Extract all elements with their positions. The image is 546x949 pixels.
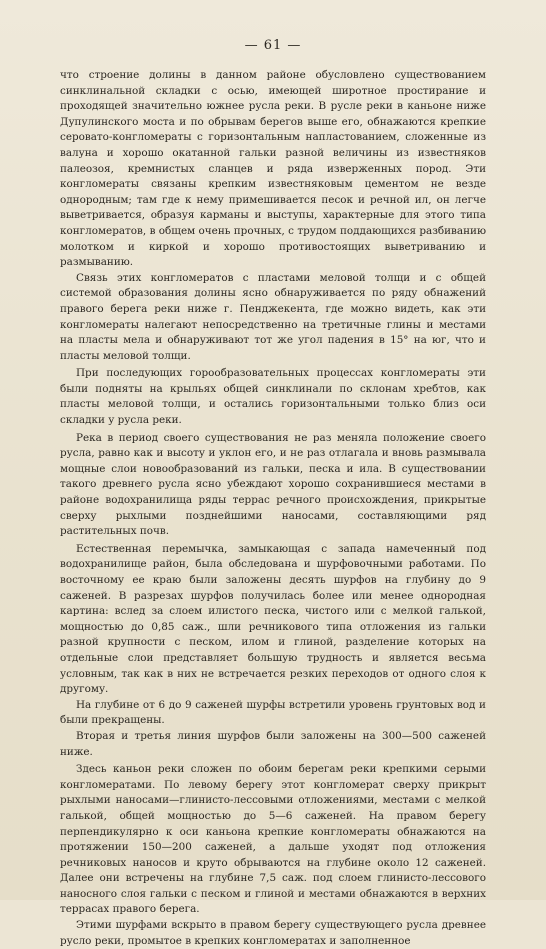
paragraph: Этими шурфами вскрыто в правом берегу существующего русла древнее русло реки, промытое в крепких конгломератах и заполненное [60, 919, 486, 947]
paragraph: При последующих горообразовательных процессах конгломераты эти были подняты на крыльях общей синклинали по склонам хребтов, как пласты меловой толщи, и остались горизонтальными только близ оси складки у русла реки. [60, 367, 486, 427]
paragraph: Вторая и третья линия шурфов были заложены на 300—500 саженей ниже. [60, 729, 486, 758]
paragraph: что строение долины в данном районе обусловлено существованием синклинальной складки с осью, имеющей широтное простирание и проходящей значительно южнее русла реки. В русле реки в каньоне ниже Дупулинского моста и по обрывам берегов выше его, обнажаются крепкие серовато-конгломераты с горизонтальным напластованием, сложенные из валуна и хорошо окатанной гальки разной величины из известняков палеозоя, кремнистых сланцев и ряда изверженных пород. Эти конгломераты связаны крепким известняковым цементом не везде однородным; там где к нему примешивается песок и речной ил, он легче выветривается, образуя карманы и выступы, характерные для этого типа конгломератов, в общем очень прочных, с трудом поддающихся разбиванию молотком и киркой и хорошо противостоящих выветриванию и размыванию. [60, 69, 486, 269]
page-number: — 61 — [244, 38, 302, 53]
text-body [60, 68, 486, 949]
paragraph: На глубине от 6 до 9 саженей шурфы встретили уровень грунтовых вод и были прекращены. [60, 698, 486, 727]
paragraph: Связь этих конгломератов с пластами меловой толщи и с общей системой образования долины ясно обнаруживается по ряду обнажений правого берега реки ниже г. Пенджекента, где можно видеть, как эти конгломераты налегают непосредственно на третичные глины и местами на пласты мела и обнаруживают тот же угол падения в 15° на юг, что и пласты меловой толщи. [60, 271, 486, 362]
paragraph: Естественная перемычка, замыкающая с запада намеченный под водохранилище район, была обследована и шурфовочными работами. По восточному ее краю были заложены десять шурфов на глубину до 9 саженей. В разрезах шурфов получилась более или менее однородная картина: вслед за слоем илистого песка, чистого или с мелкой галькой, мощностью до 0,85 саж., шли речникового типа отложения из гальки разной крупности с песком, илом и глиной, разделение которых на отдельные слои представляет большую трудность и является весьма условным, так как в них не встречается резких переходов от одного слоя к другому. [60, 542, 486, 696]
paragraph: Река в период своего существования не раз меняла положение своего русла, равно как и высоту и уклон его, и не раз отлагала и вновь размывала мощные слои новообразований из гальки, песка и ила. В существовании такого древнего русла ясно убеждают хорошо сохранившиеся местами в районе водохранилища ряды террас речного происхождения, прикрытые сверху рыхлыми позднейшими наносами, составляющими ряд растительных почв. [60, 431, 486, 538]
paragraph: Здесь каньон реки сложен по обоим берегам реки крепкими серыми конгломератами. По левому берегу этот конгломерат сверху прикрыт рыхлыми наносами—глинисто-лессовыми отложениями, местами с мелкой галькой, общей мощностью до 5—6 саженей. На правом берегу перпендикулярно к оси каньона крепкие конгломераты обнажаются на протяжении 150—200 саженей, а дальше уходят под отложения речниковых наносов и круто обрываются на глубине около 12 саженей. Далее они встречены на глубине 7,5 саж. под слоем глинисто-лессового наносного слоя гальки с песком и глиной и местами обнажаются в верхних террасах правого берега. [60, 763, 486, 916]
